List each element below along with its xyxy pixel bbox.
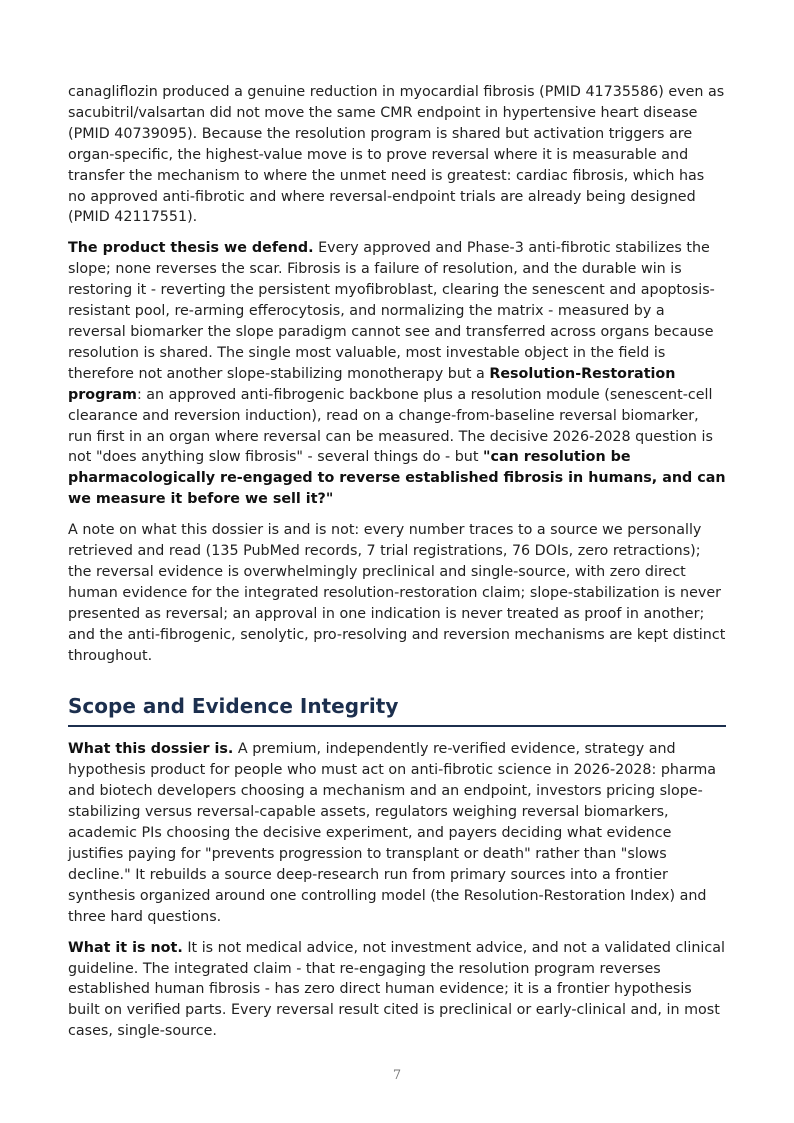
what-dossier-is-not-text: It is not medical advice, not investment advice, and not a validated clinical guideline. The integrated claim - that re-engaging the resolution program reverses established human fibrosis - has zero direct human evidence; it is a frontier hypothesis built on verified parts. Every reversal result cited is preclinical or early-clinical and, in most cases, single-source. <box>68 939 725 1040</box>
document-page <box>68 82 726 1052</box>
what-dossier-is-not-paragraph <box>68 938 726 1043</box>
what-dossier-is-lead: What this dossier is. <box>68 741 234 758</box>
dossier-note-paragraph: A note on what this dossier is and is not: every number traces to a source we personally retrieved and read (135 PubMed records, 7 trial registrations, 76 DOIs, zero retractions); the reversal evidence is overwhelmingly preclinical and single-source, with zero direct human evidence for the integrated resolution-restoration claim; slope-stabilization is never presented as reversal; an approval in one indication is never treated as proof in another; and the anti-fibrogenic, senolytic, pro-resolving and reversion mechanisms are kept distinct throughout. <box>68 522 726 664</box>
what-dossier-is-not-lead: What it is not. <box>68 939 183 956</box>
what-dossier-is-text: A premium, independently re-verified evidence, strategy and hypothesis product for people who must act on anti-fibrotic science in 2026-2028: pharma and biotech developers choosing a mechanism and an endpoint, investors pricing slope-stabilizing versus reversal-capable assets, regulators weighing reversal biomarkers, academic PIs choosing the decisive experiment, and payers deciding what evidence justifies paying for "prevents progression to transplant or death" rather than "slows decline." It rebuilds a source deep-research run from primary sources into a frontier synthesis organized around one controlling model (the Resolution-Restoration Index) and three hard questions. <box>68 741 717 925</box>
product-thesis-lead: The product thesis we defend. <box>68 240 314 257</box>
what-dossier-is-paragraph <box>68 739 726 927</box>
page-number: 7 <box>392 1068 402 1083</box>
resolution-restoration-program-term: Resolution-Restoration program <box>68 365 676 403</box>
section-heading-scope: Scope and Evidence Integrity <box>68 693 726 727</box>
intro-continuation-paragraph: canagliflozin produced a genuine reduction in myocardial fibrosis (PMID 41735586) even as sacubitril/valsartan did not move the same CMR endpoint in hypertensive heart disease (PMID 40739095). Because the resolution program is shared but activation triggers are organ-specific, the highest-value move is to prove reversal where it is measurable and transfer the mechanism to where the unmet need is greatest: cardiac fibrosis, which has no approved anti-fibrotic and where reversal-endpoint trials are already being designed (PMID 42117551). <box>68 84 725 226</box>
decisive-question: "can resolution be pharmacologically re-engaged to reverse established fibrosis in humans, and can we measure it before we sell it?" <box>68 449 726 508</box>
product-thesis-text-a: Every approved and Phase-3 anti-fibrotic stabilizes the slope; none reverses the scar. Fibrosis is a failure of resolution, and the durable win is restoring it - reverting the persistent myofibroblast, clearing the senescent and apoptosis-resistant pool, re-arming efferocytosis, and normalizing the matrix - measured by a reversal biomarker the slope paradigm cannot see and transferred across organs because resolution is shared. The single most valuable, most investable object in the field is therefore not another slope-stabilizing monotherapy but a <box>68 240 715 382</box>
product-thesis-paragraph <box>68 238 726 510</box>
product-thesis-text-b: : an approved anti-fibrogenic backbone plus a resolution module (senescent-cell clearance and reversion induction), read on a change-from-baseline reversal biomarker, run first in an organ where reversal can be measured. The decisive 2026-2028 question is not "does anything slow fibrosis" - several things do - but <box>68 386 713 466</box>
